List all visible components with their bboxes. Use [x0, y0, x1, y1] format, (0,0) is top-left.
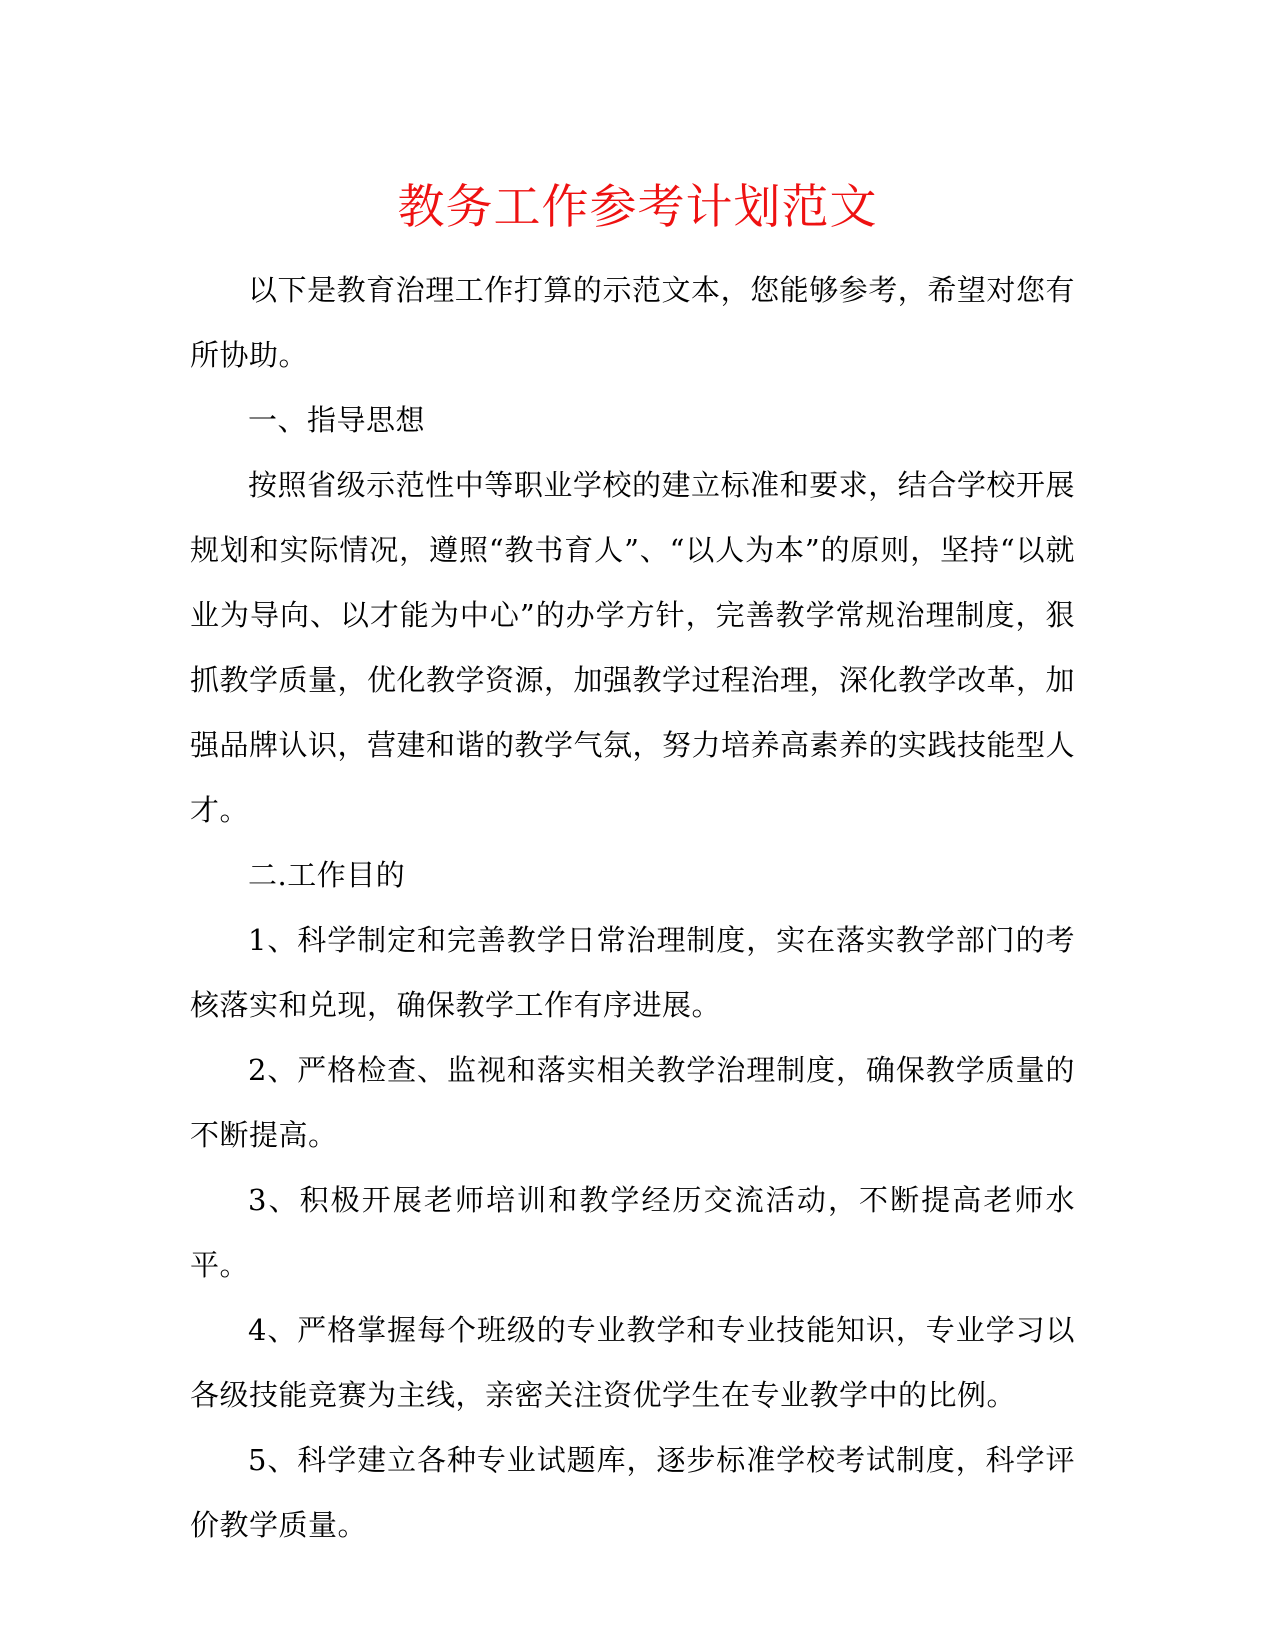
section-heading-guiding-ideology: 一、指导思想	[248, 403, 426, 437]
goal-item-5: 5、科学建立各种专业试题库，逐步标准学校考试制度，科学评价教学质量。	[190, 1443, 1075, 1542]
goal-item-1: 1、科学制定和完善教学日常治理制度，实在落实教学部门的考核落实和兑现，确保教学工作有序进展。	[190, 923, 1075, 1022]
intro-paragraph: 以下是教育治理工作打算的示范文本，您能够参考，希望对您有所协助。	[190, 273, 1075, 372]
goal-item-4: 4、严格掌握每个班级的专业教学和专业技能知识，专业学习以各级技能竞赛为主线，亲密关注资优学生在专业教学中的比例。	[190, 1313, 1075, 1412]
goal-item-3: 3、积极开展老师培训和教学经历交流活动，不断提高老师水平。	[190, 1183, 1075, 1282]
goal-item-2: 2、严格检查、监视和落实相关教学治理制度，确保教学质量的不断提高。	[190, 1053, 1075, 1152]
section-heading-work-goals: 二.工作目的	[248, 858, 406, 892]
document-title: 教务工作参考计划范文	[397, 180, 878, 235]
document-body	[190, 258, 1075, 1558]
guiding-ideology-paragraph: 按照省级示范性中等职业学校的建立标准和要求，结合学校开展规划和实际情况，遵照“教书育人”、“以人为本”的原则，坚持“以就业为导向、以才能为中心”的办学方针，完善教学常规治理制度，狠抓教学质量，优化教学资源，加强教学过程治理，深化教学改革，加强品牌认识，营建和谐的教学气氛，努力培养高素养的实践技能型人才。	[190, 468, 1076, 827]
